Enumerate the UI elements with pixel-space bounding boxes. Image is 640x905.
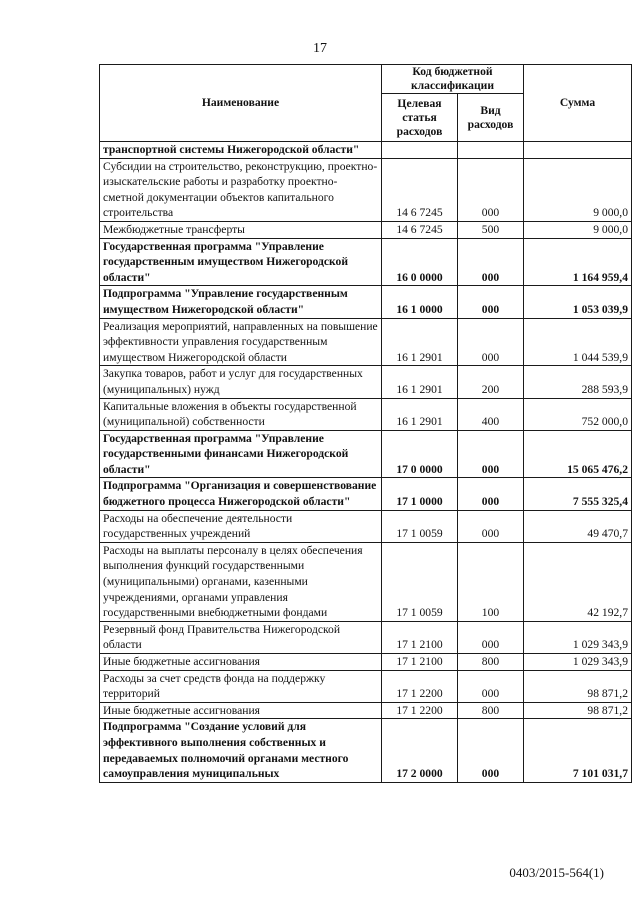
name-cell: Капитальные вложения в объекты государственной (муниципальной) собственности (100, 398, 382, 430)
target-article-cell: 14 6 7245 (382, 158, 458, 221)
amount-cell: 98 871,2 (524, 670, 632, 702)
target-article-cell: 16 1 0000 (382, 286, 458, 318)
table-row (100, 142, 632, 159)
table-row (100, 510, 632, 542)
amount-cell: 42 192,7 (524, 542, 632, 621)
expense-type-cell: 000 (458, 158, 524, 221)
expense-type-cell: 800 (458, 654, 524, 671)
table-row (100, 621, 632, 653)
target-article-cell: 16 0 0000 (382, 238, 458, 286)
table-row (100, 221, 632, 238)
expense-type-cell: 000 (458, 318, 524, 366)
expense-type-cell: 200 (458, 366, 524, 398)
header-expense-type: Вид расходов (458, 94, 524, 142)
name-cell: Реализация мероприятий, направленных на повышение эффективности управления государственным имуществом Нижегородской области (100, 318, 382, 366)
page-number: 17 (313, 41, 327, 56)
amount-cell: 1 164 959,4 (524, 238, 632, 286)
table-row (100, 702, 632, 719)
amount-cell: 9 000,0 (524, 221, 632, 238)
expense-type-cell: 100 (458, 542, 524, 621)
target-article-cell: 17 1 2100 (382, 654, 458, 671)
target-article-cell (382, 142, 458, 159)
amount-cell: 7 101 031,7 (524, 719, 632, 782)
target-article-cell: 17 1 2200 (382, 702, 458, 719)
target-article-cell: 16 1 2901 (382, 318, 458, 366)
table-row (100, 286, 632, 318)
expense-type-cell: 000 (458, 719, 524, 782)
table-row (100, 366, 632, 398)
expense-type-cell: 000 (458, 238, 524, 286)
expense-type-cell: 400 (458, 398, 524, 430)
header-code-group: Код бюджетной классификации (382, 65, 524, 94)
name-cell: транспортной системы Нижегородской области" (100, 142, 382, 159)
amount-cell (524, 142, 632, 159)
name-cell: Резервный фонд Правительства Нижегородской области (100, 621, 382, 653)
target-article-cell: 17 1 2200 (382, 670, 458, 702)
amount-cell: 9 000,0 (524, 158, 632, 221)
table-body (100, 142, 632, 783)
amount-cell: 1 029 343,9 (524, 621, 632, 653)
header-amount: Сумма (524, 65, 632, 142)
name-cell: Государственная программа "Управление государственным имуществом Нижегородской области" (100, 238, 382, 286)
expense-type-cell (458, 142, 524, 159)
document-code: 0403/2015-564(1) (509, 865, 604, 880)
target-article-cell: 17 0 0000 (382, 430, 458, 478)
amount-cell: 1 053 039,9 (524, 286, 632, 318)
amount-cell: 98 871,2 (524, 702, 632, 719)
name-cell: Межбюджетные трансферты (100, 221, 382, 238)
table-row (100, 398, 632, 430)
target-article-cell: 17 1 0059 (382, 510, 458, 542)
expense-type-cell: 000 (458, 670, 524, 702)
target-article-cell: 17 1 0000 (382, 478, 458, 510)
name-cell: Подпрограмма "Создание условий для эффективного выполнения собственных и передаваемых полномочий органами местного самоуправления муниципальных (100, 719, 382, 782)
header-name: Наименование (100, 65, 382, 142)
table-row (100, 238, 632, 286)
table-row (100, 542, 632, 621)
amount-cell: 49 470,7 (524, 510, 632, 542)
expense-type-cell: 000 (458, 621, 524, 653)
expense-type-cell: 000 (458, 510, 524, 542)
name-cell: Закупка товаров, работ и услуг для государственных (муниципальных) нужд (100, 366, 382, 398)
name-cell: Субсидии на строительство, реконструкцию, проектно-изыскательские работы и разработку проектно-сметной документации объектов капитального строительства (100, 158, 382, 221)
table-row (100, 478, 632, 510)
name-cell: Иные бюджетные ассигнования (100, 654, 382, 671)
name-cell: Подпрограмма "Организация и совершенствование бюджетного процесса Нижегородской области" (100, 478, 382, 510)
budget-table (99, 64, 632, 783)
target-article-cell: 17 2 0000 (382, 719, 458, 782)
table-row (100, 430, 632, 478)
amount-cell: 1 044 539,9 (524, 318, 632, 366)
table-row (100, 654, 632, 671)
table-row (100, 670, 632, 702)
name-cell: Расходы за счет средств фонда на поддержку территорий (100, 670, 382, 702)
expense-type-cell: 500 (458, 221, 524, 238)
header-target-article: Целевая статья расходов (382, 94, 458, 142)
name-cell: Государственная программа "Управление государственными финансами Нижегородской области" (100, 430, 382, 478)
table-row (100, 158, 632, 221)
name-cell: Расходы на обеспечение деятельности государственных учреждений (100, 510, 382, 542)
target-article-cell: 17 1 2100 (382, 621, 458, 653)
target-article-cell: 14 6 7245 (382, 221, 458, 238)
expense-type-cell: 800 (458, 702, 524, 719)
expense-type-cell: 000 (458, 430, 524, 478)
amount-cell: 1 029 343,9 (524, 654, 632, 671)
target-article-cell: 16 1 2901 (382, 366, 458, 398)
target-article-cell: 17 1 0059 (382, 542, 458, 621)
table-row (100, 318, 632, 366)
name-cell: Иные бюджетные ассигнования (100, 702, 382, 719)
table-row (100, 719, 632, 782)
target-article-cell: 16 1 2901 (382, 398, 458, 430)
amount-cell: 752 000,0 (524, 398, 632, 430)
expense-type-cell: 000 (458, 286, 524, 318)
amount-cell: 15 065 476,2 (524, 430, 632, 478)
amount-cell: 288 593,9 (524, 366, 632, 398)
name-cell: Расходы на выплаты персоналу в целях обеспечения выполнения функций государственными (муниципальными) органами, казенными учреждениями, органами управления государственными внебюджетными фондами (100, 542, 382, 621)
amount-cell: 7 555 325,4 (524, 478, 632, 510)
expense-type-cell: 000 (458, 478, 524, 510)
name-cell: Подпрограмма "Управление государственным имуществом Нижегородской области" (100, 286, 382, 318)
